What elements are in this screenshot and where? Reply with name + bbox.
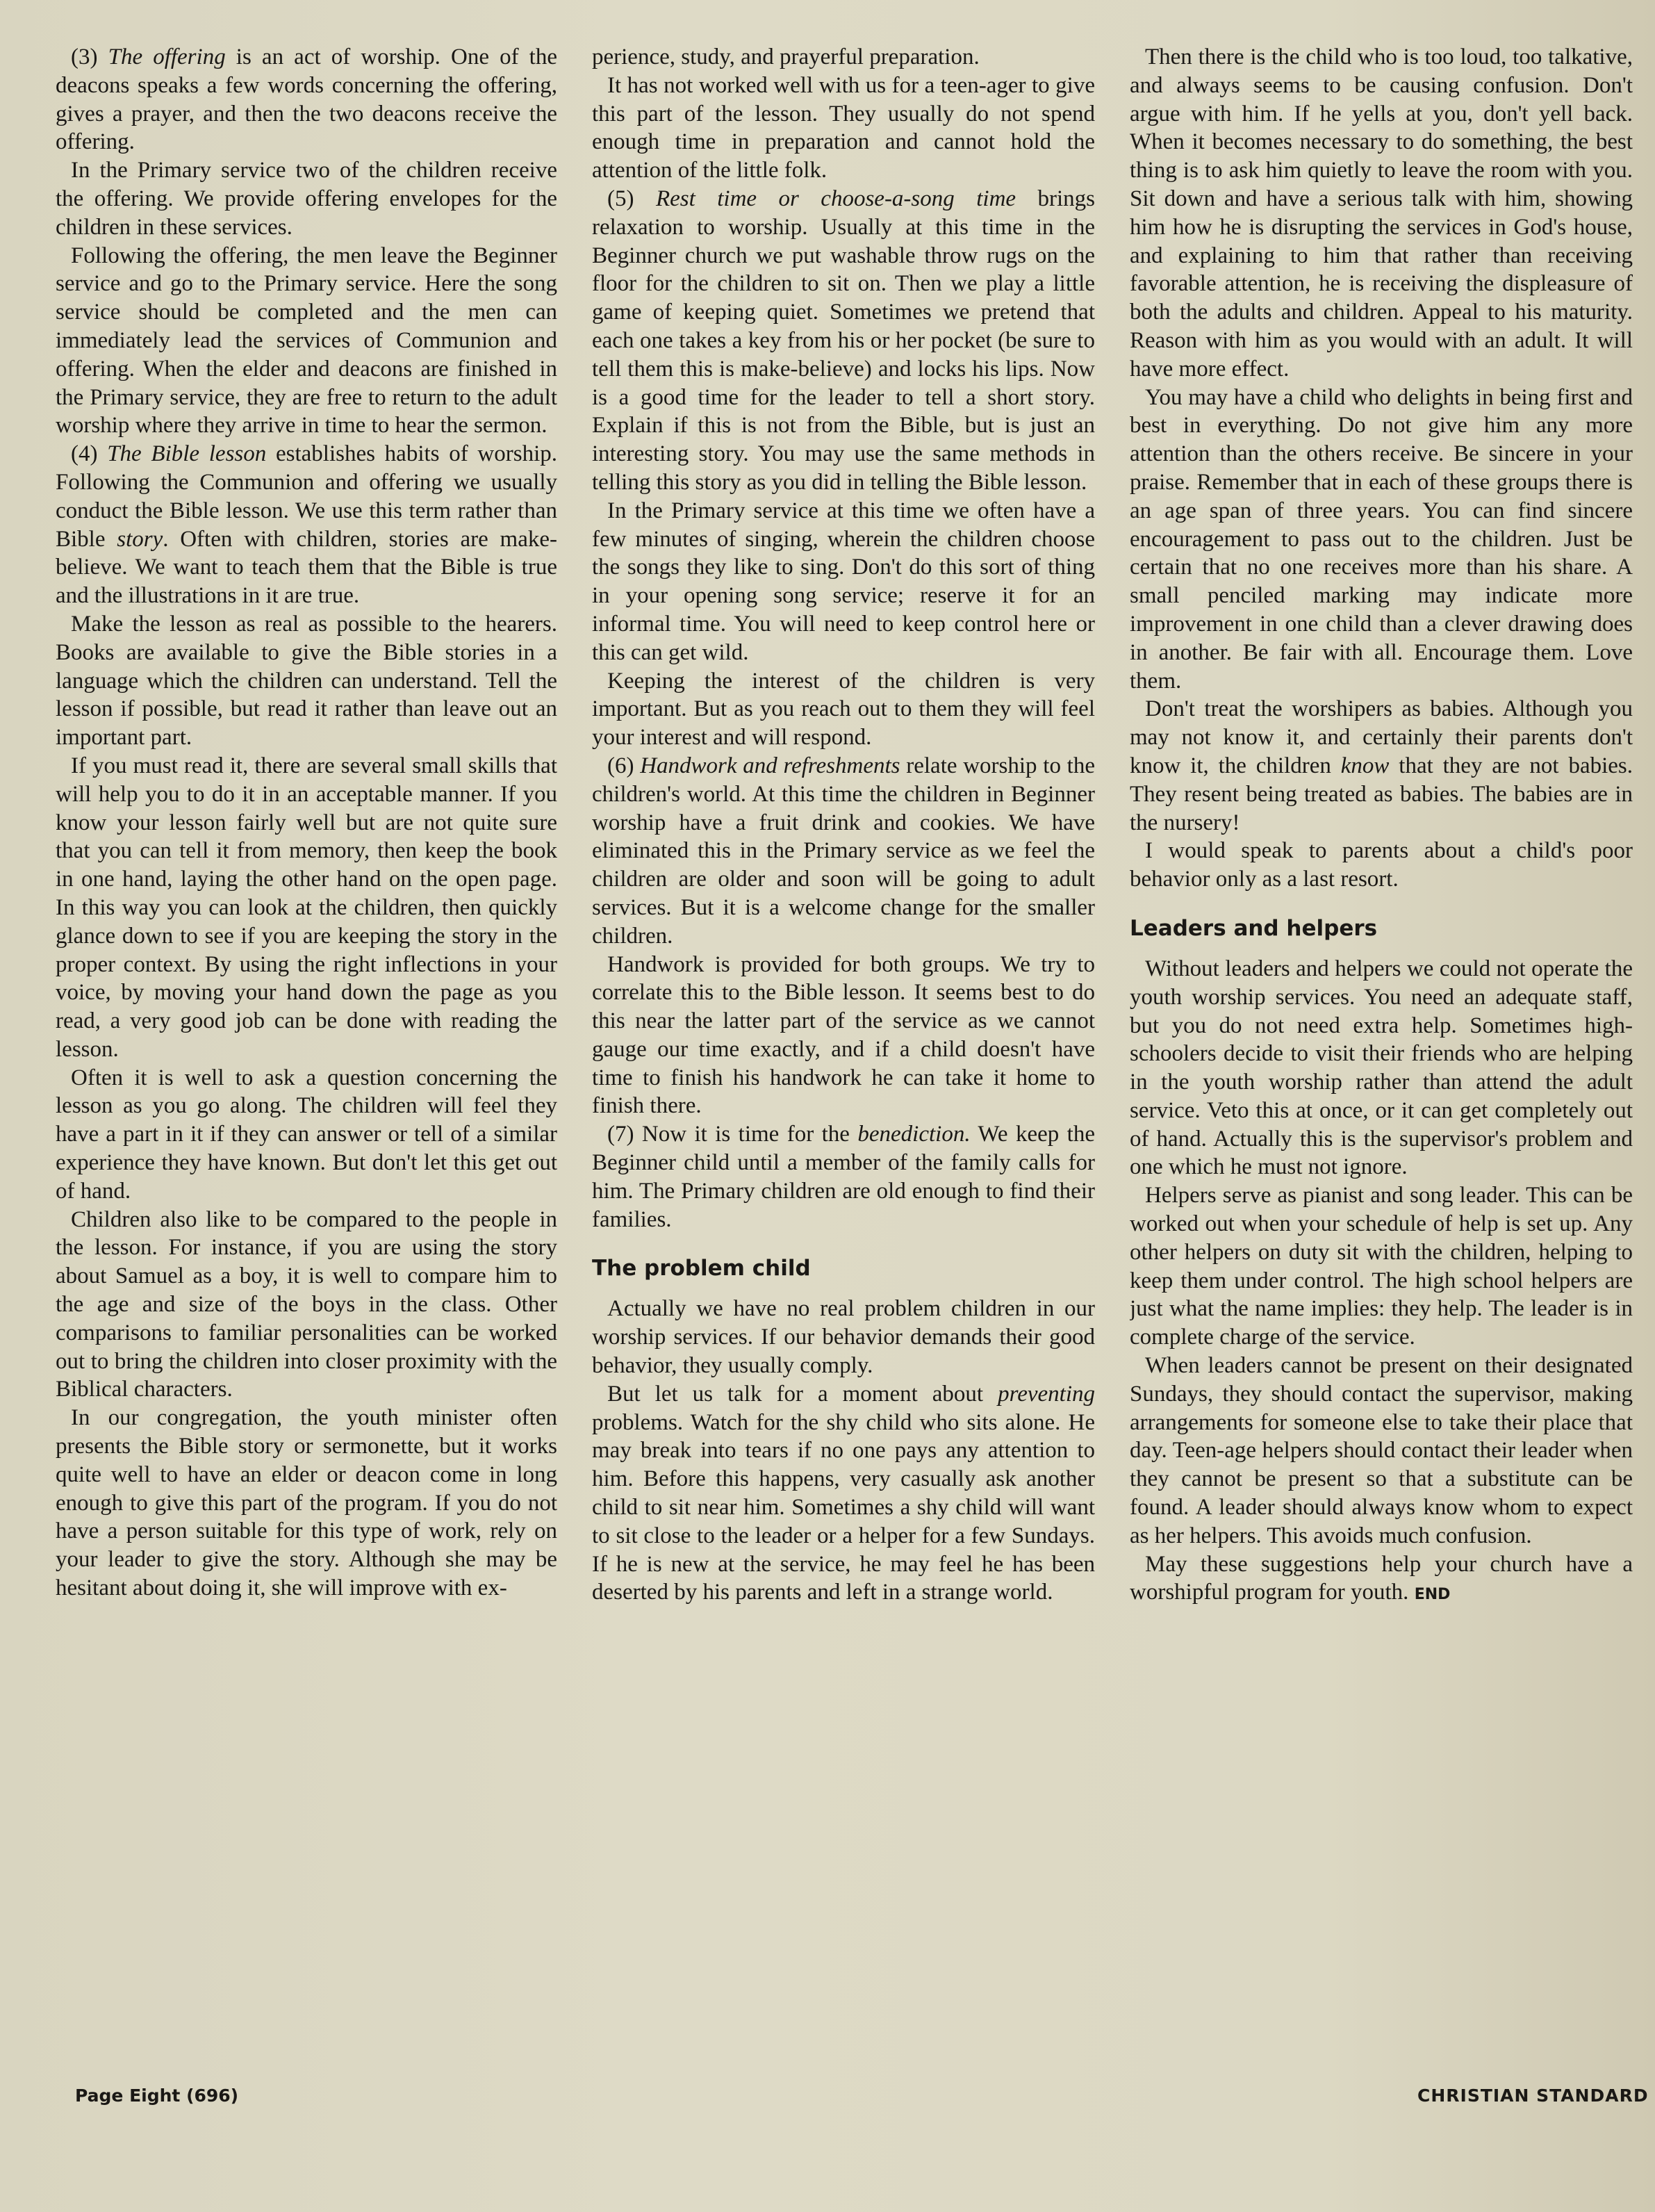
column-middle — [592, 43, 1095, 2058]
paragraph: Actually we have no real problem children in our worship services. If our behavior demands their good behavior, they usually comply. — [592, 1296, 1095, 1379]
paragraph: (6) Handwork and refreshments relate worship to the children's world. At this time the children in Beginner worship have a fruit drink and cookies. We have eliminated this in the Primary service as we feel the children are older and soon will be going to adult services. But it is a welcome change for the smaller children. — [592, 753, 1095, 949]
paragraph: perience, study, and prayerful preparation. — [592, 44, 980, 69]
paragraph: If you must read it, there are several small skills that will help you to do it in an acceptable manner. If you know your lesson fairly well but are not quite sure that you can tell it from memory, then keep the book in one hand, laying the other hand on the open page. In this way you can look at the children, then quickly glance down to see if you are keeping the story in the proper context. By using the right inflections in your voice, by moving your hand down the page as you read, a very good job can be done with reading the lesson. — [56, 753, 557, 1062]
paragraph: In our congregation, the youth minister often presents the Bible story or sermonette, but it works quite well to have an elder or deacon come in long enough to give this part of the program. If you do not have a person suitable for this type of work, rely on your leader to give the story. Although she may be hesitant about doing it, she will improve with ex- — [56, 1405, 557, 1601]
section-heading-leaders-helpers: Leaders and helpers — [1130, 915, 1378, 941]
paragraph: When leaders cannot be present on their designated Sundays, they should contact the supervisor, making arrangements for someone else to take their place that day. Teen-age helpers should contact their leader when they cannot be present so that a substitute can be found. A leader should always know whom to expect as her helpers. This avoids much confusion. — [1130, 1353, 1633, 1548]
paragraph: Children also like to be compared to the people in the lesson. For instance, if you are using the story about Samuel as a boy, it is well to compare him to the age and size of the boys in the class. Other comparisons to familiar personalities can be worked out to bring the children into closer proximity with the Biblical characters. — [56, 1206, 557, 1402]
column-right — [1130, 43, 1633, 2058]
section-heading-problem-child: The problem child — [592, 1256, 811, 1281]
paragraph: (4) The Bible lesson establishes habits of worship. Following the Communion and offering we usually conduct the Bible lesson. We use this term rather than Bible story. Often with children, stories are make-believe. We want to teach them that the Bible is true and the illustrations in it are true. — [56, 441, 557, 609]
column-left — [56, 43, 557, 2058]
paragraph: Following the offering, the men leave the Beginner service and go to the Primary service. Here the song service should be completed and the men can immediately lead the services of Communion and offering. When the elder and deacons are finished in the Primary service, they are free to return to the adult worship where they arrive in time to hear the sermon. — [56, 243, 557, 439]
paragraph: But let us talk for a moment about preventing problems. Watch for the shy child who sits alone. He may break into tears if no one pays any attention to him. Before this happens, very casually ask another child to sit near him. Sometimes a shy child will want to sit close to the leader or a helper for a few Sundays. If he is new at the service, he may feel he has been deserted by his parents and left in a strange world. — [592, 1381, 1095, 1605]
paragraph: Keeping the interest of the children is very important. But as you reach out to them they will feel your interest and will respond. — [592, 668, 1095, 751]
publication-name: CHRISTIAN STANDARD — [1417, 2086, 1649, 2106]
paragraph: (3) The offering is an act of worship. One of the deacons speaks a few words concerning the offering, gives a prayer, and then the two deacons receive the offering. — [56, 44, 557, 155]
paragraph: Handwork is provided for both groups. We try to correlate this to the Bible lesson. It seems best to do this near the latter part of the service as we cannot gauge our time exactly, and if a child doesn't have time to finish his handwork he can take it home to finish there. — [592, 951, 1095, 1119]
paragraph: Often it is well to ask a question concerning the lesson as you go along. The children will feel they have a part in it if they can answer or tell of a similar experience they have known. But don't let this get out of hand. — [56, 1065, 557, 1204]
paragraph: It has not worked well with us for a teen-ager to give this part of the lesson. They usually do not spend enough time in preparation and cannot hold the attention of the little folk. — [592, 72, 1095, 183]
paragraph: Helpers serve as pianist and song leader. This can be worked out when your schedule of help is set up. Any other helpers on duty sit with the children, helping to keep them under control. The high school helpers are just what the name implies: they help. The leader is in complete charge of the service. — [1130, 1183, 1633, 1350]
paragraph: I would speak to parents about a child's poor behavior only as a last resort. — [1130, 838, 1633, 892]
paragraph: In the Primary service two of the children receive the offering. We provide offering envelopes for the children in these services. — [56, 158, 557, 240]
end-mark: END — [1414, 1586, 1451, 1604]
paragraph: You may have a child who delights in being first and best in everything. Do not give him any more attention than the others receive. Be sincere in your praise. Remember that in each of these groups there is an age span of three years. You can find sincere encouragement to pass out to the children. Just be certain that no one receives more than his share. A small penciled marking may indicate more improvement in one child than a clever drawing does in another. Be fair with all. Encourage them. Love them. — [1130, 384, 1633, 694]
paragraph: In the Primary service at this time we often have a few minutes of singing, wherein the children choose the songs they like to sing. Don't do this sort of thing in your opening song service; reserve it for an informal time. You will need to keep control here or this can get wild. — [592, 498, 1095, 665]
paragraph: (5) Rest time or choose-a-song time brings relaxation to worship. Usually at this time in the Beginner church we put washable throw rugs on the floor for the children to sit on. Then we play a little game of keeping quiet. Sometimes we pretend that each one takes a key from his or her pocket (be sure to tell them this is make-believe) and locks his lips. Now is a good time for the leader to tell a short story. Explain if this is not from the Bible, but is just an interesting story. You may use the same methods in telling this story as you did in telling the Bible lesson. — [592, 186, 1095, 495]
paragraph: Don't treat the worshipers as babies. Although you may not know it, and certainly their parents don't know it, the children know that they are not babies. They resent being treated as babies. The babies are in the nursery! — [1130, 696, 1633, 835]
paragraph: Without leaders and helpers we could not operate the youth worship services. You need an adequate staff, but you do not need extra help. Sometimes high-schoolers decide to visit their friends who are helping in the youth worship rather than attend the adult service. Veto this at once, or it can get completely out of hand. Actually this is the supervisor's problem and one which he must not ignore. — [1130, 956, 1633, 1180]
paragraph: Then there is the child who is too loud, too talkative, and always seems to be causing confusion. Don't argue with him. If he yells at you, don't yell back. When it becomes necessary to do something, the best thing is to ask him quietly to leave the room with you. Sit down and have a serious talk with him, showing him how he is disrupting the services in God's house, and explaining to him that rather than receiving favorable attention, he is receiving the displeasure of both the adults and children. Appeal to his maturity. Reason with him as you would with an adult. It will have more effect. — [1130, 44, 1633, 382]
paragraph: (7) Now it is time for the benediction. We keep the Beginner child until a member of the family calls for him. The Primary children are old enough to find their families. — [592, 1122, 1095, 1232]
paragraph: Make the lesson as real as possible to the hearers. Books are available to give the Bible stories in a language which the children can understand. Tell the lesson if possible, but read it rather than leave out an important part. — [56, 611, 557, 751]
page-number: Page Eight (696) — [75, 2086, 239, 2106]
paragraph: May these suggestions help your church have a worshipful program for youth. END — [1130, 1551, 1633, 1605]
